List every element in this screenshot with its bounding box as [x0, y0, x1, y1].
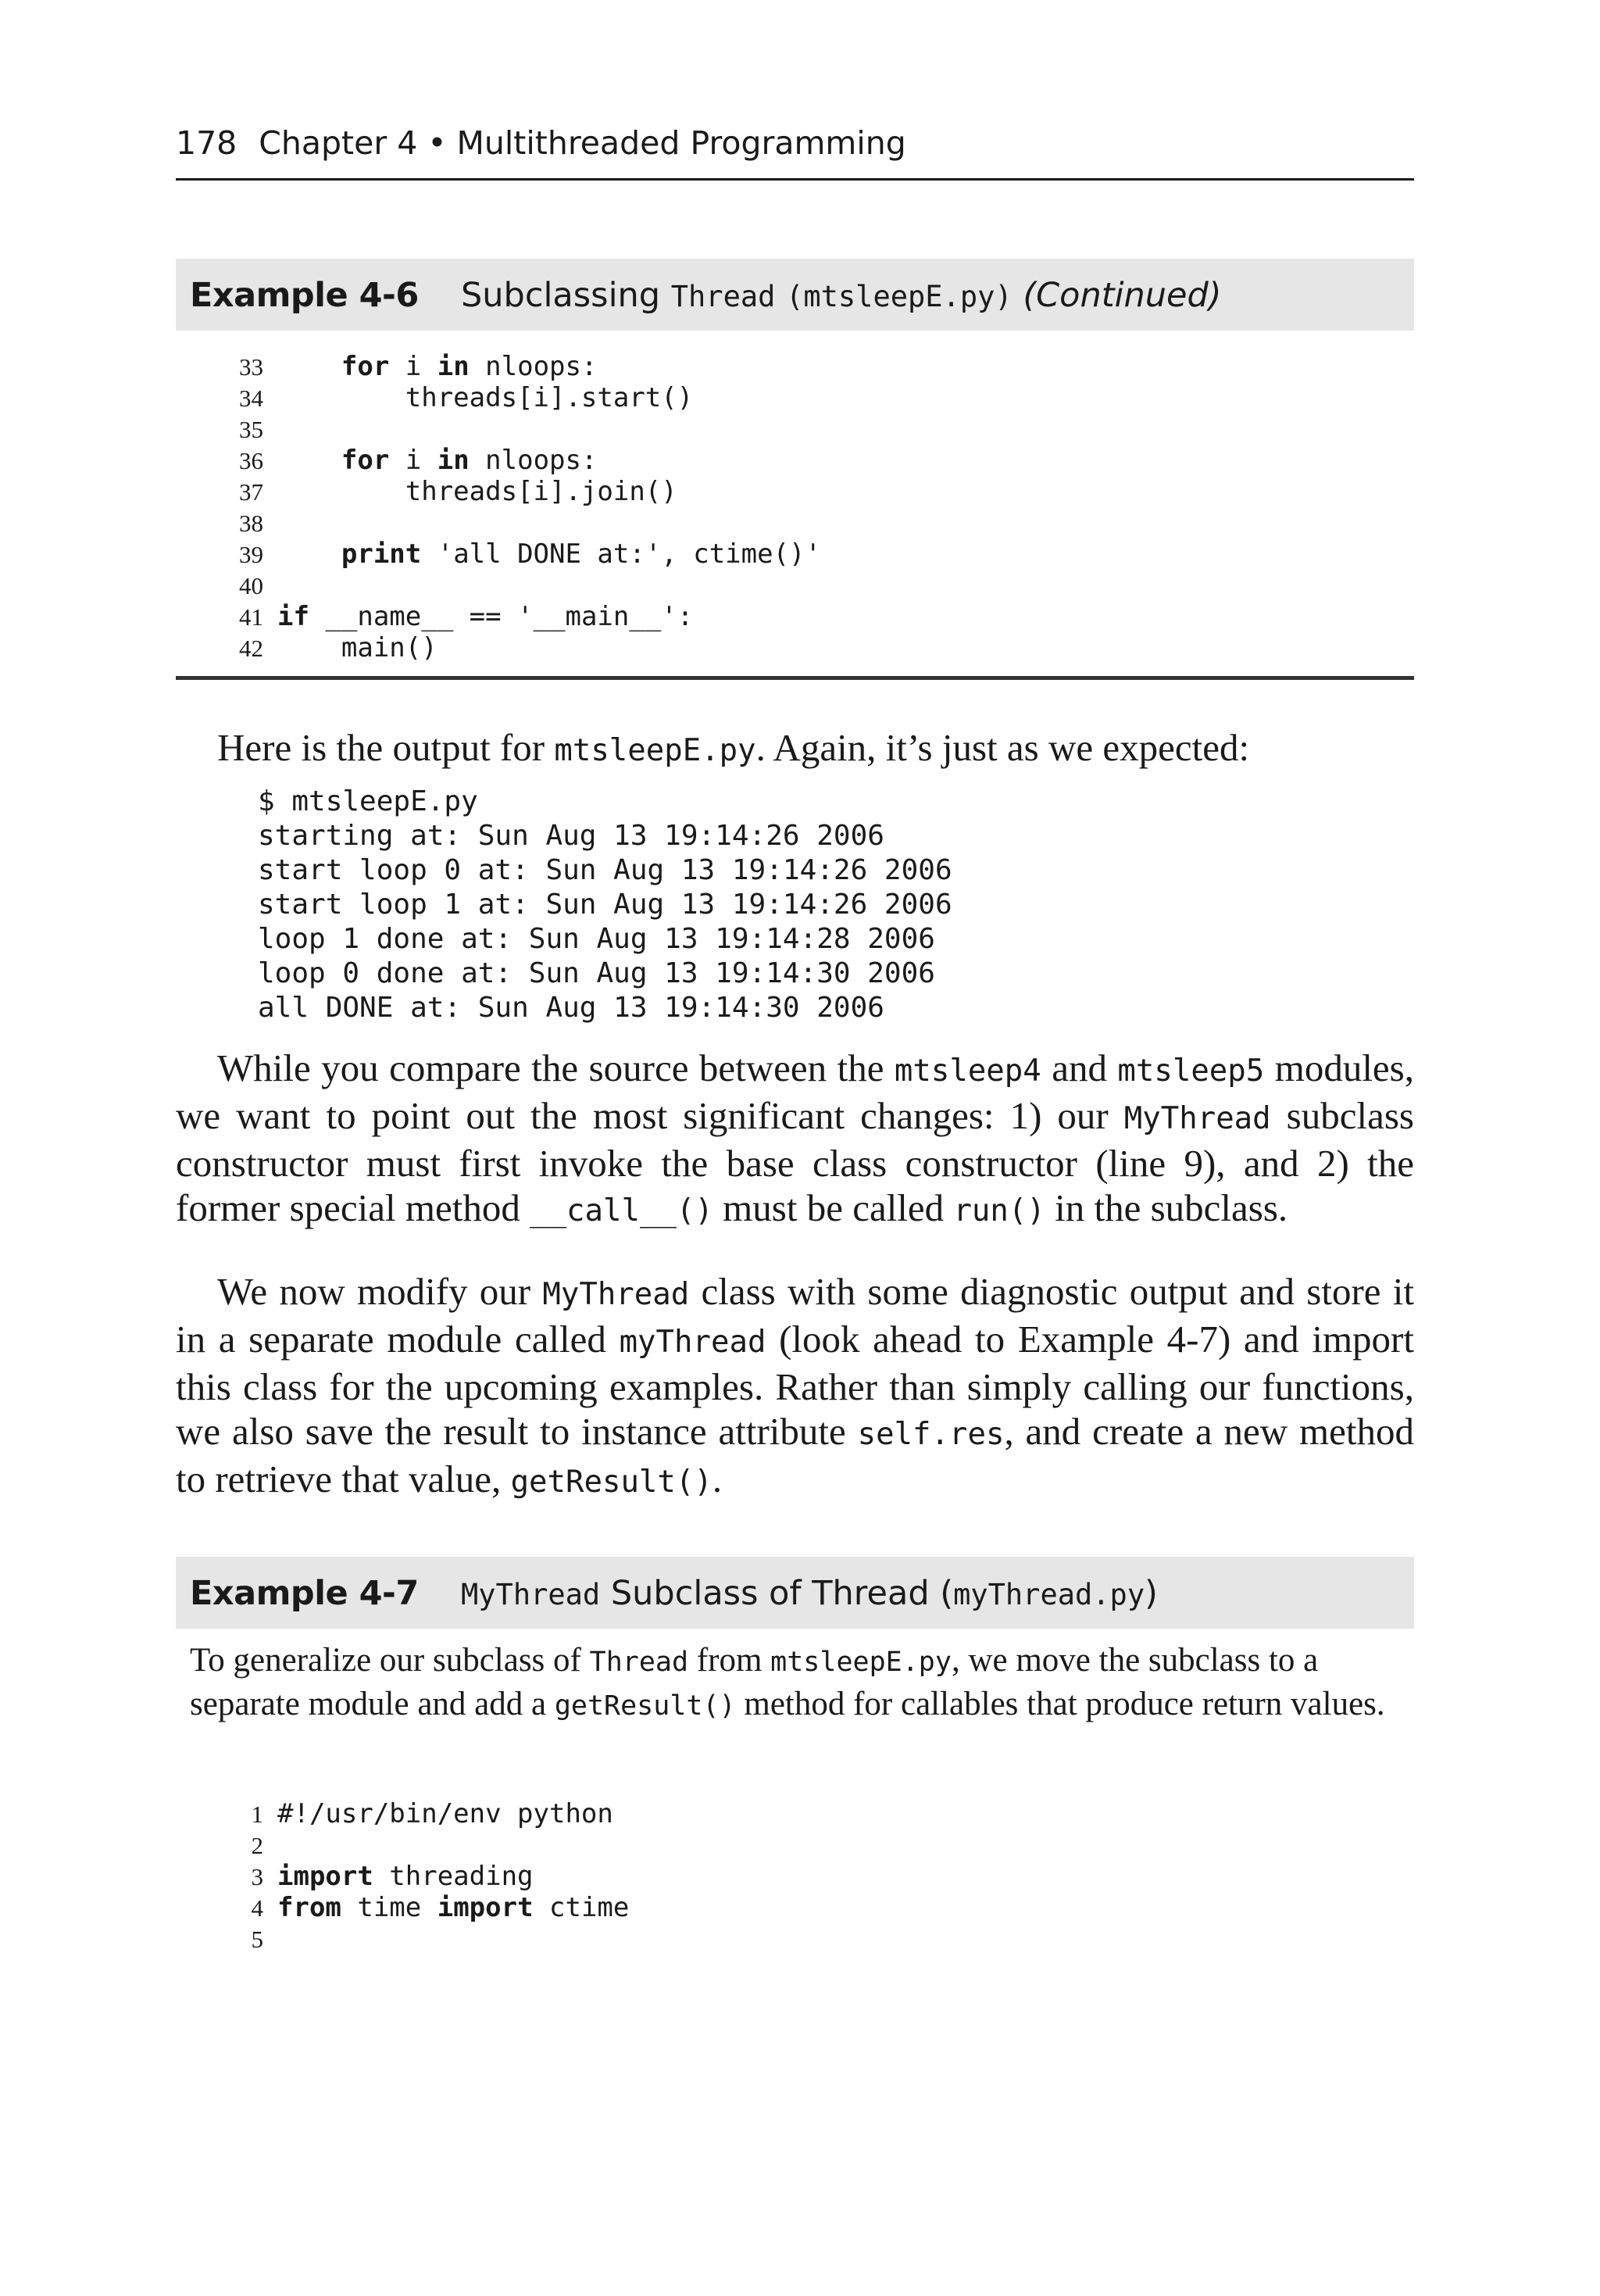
code-line	[176, 381, 1414, 413]
title-text: Subclassing	[461, 276, 671, 315]
inline-code: getResult()	[554, 1690, 736, 1722]
line-number: 2	[251, 1832, 263, 1859]
text: modules, we want to point out the most significant changes: 1) our	[176, 1046, 1414, 1137]
title-filename: myThread.py	[953, 1578, 1145, 1611]
code-line	[176, 444, 1414, 475]
code-token: threads[i].join()	[277, 476, 677, 507]
example-title	[461, 1574, 1158, 1613]
code-token	[277, 538, 341, 570]
text: To generalize our subclass of	[190, 1642, 590, 1679]
code-text	[277, 445, 597, 475]
line-number: 35	[239, 416, 263, 443]
line-number: 3	[251, 1863, 263, 1890]
text: , and create a new method to retrieve that value,	[176, 1410, 1414, 1500]
line-number: 36	[239, 447, 263, 474]
code-token: #!/usr/bin/env python	[277, 1798, 613, 1829]
line-number: 37	[239, 478, 263, 506]
code-line	[176, 1922, 1414, 1954]
text: and	[1041, 1046, 1118, 1089]
output-line: starting at: Sun Aug 13 19:14:26 2006	[258, 820, 884, 852]
code-token: threading	[373, 1861, 534, 1892]
code-token	[277, 445, 341, 476]
title-text: )	[1145, 1574, 1158, 1613]
text: (look ahead to Example 4-7) and import this class for the upcoming examples. Rather than simply calling our functions, we also save the result to instance attribute	[176, 1318, 1414, 1453]
inline-code: run()	[953, 1193, 1045, 1228]
line-number: 5	[251, 1926, 263, 1953]
code-token: time	[341, 1892, 438, 1923]
code-token: nloops:	[469, 351, 598, 382]
code-token: threads[i].start()	[277, 382, 694, 413]
paragraph-text	[176, 1269, 1414, 1504]
title-continued: (Continued)	[1023, 276, 1222, 315]
code-keyword: in	[437, 351, 470, 382]
code-line	[176, 569, 1414, 600]
inline-code: Thread	[589, 1647, 689, 1678]
text: . Again, it’s just as we expected:	[755, 726, 1250, 769]
inline-code: MyThread	[1123, 1101, 1271, 1136]
code-token: __name__ == '__main__':	[309, 601, 694, 632]
code-keyword: in	[437, 445, 470, 476]
code-line	[176, 413, 1414, 444]
text: subclass constructor must first invoke the base class constructor (line 9), and 2) the former special method	[176, 1094, 1414, 1229]
line-number: 34	[239, 384, 263, 412]
inline-code: mtsleepE.py	[770, 1647, 952, 1678]
code-keyword: from	[277, 1892, 341, 1923]
line-number: 33	[239, 353, 263, 381]
output-line: $ mtsleepE.py	[258, 785, 478, 817]
terminal-output	[258, 785, 952, 1025]
text: in the subclass.	[1045, 1186, 1288, 1229]
code-keyword: for	[341, 351, 390, 382]
code-token	[277, 351, 341, 382]
output-line: all DONE at: Sun Aug 13 19:14:30 2006	[258, 992, 884, 1024]
code-line	[176, 1829, 1414, 1860]
code-token: 'all DONE at:', ctime()'	[421, 538, 821, 570]
output-line: loop 0 done at: Sun Aug 13 19:14:30 2006	[258, 957, 935, 989]
code-keyword: import	[277, 1861, 373, 1892]
code-text	[277, 1861, 534, 1891]
example-number: Example 4-7	[190, 1574, 419, 1613]
inline-code: MyThread	[542, 1277, 690, 1312]
code-listing-rule	[176, 676, 1414, 680]
code-listing-4-7	[176, 1797, 1414, 1954]
code-keyword: if	[277, 601, 309, 632]
code-line	[176, 350, 1414, 381]
code-text	[277, 539, 821, 569]
code-token: main()	[277, 632, 438, 663]
text: from	[688, 1642, 771, 1679]
code-line	[176, 631, 1414, 663]
text: class with some diagnostic output and store it in a separate module called	[176, 1270, 1415, 1361]
running-header	[176, 123, 906, 163]
code-line	[176, 1860, 1414, 1891]
text: must be called	[712, 1186, 954, 1229]
code-keyword: print	[341, 538, 422, 570]
line-number: 40	[239, 572, 263, 599]
example-4-7-title-bar	[176, 1557, 1414, 1629]
line-number: 39	[239, 541, 263, 568]
code-text	[277, 602, 693, 631]
code-line	[176, 1797, 1414, 1829]
example-4-7-intro	[190, 1640, 1409, 1727]
output-intro-paragraph	[176, 725, 1414, 773]
line-number: 4	[251, 1894, 263, 1922]
line-number: 41	[239, 603, 263, 631]
inline-code: mtsleep5	[1117, 1053, 1265, 1089]
code-line	[176, 506, 1414, 538]
code-text	[277, 1799, 613, 1829]
page-number: 178	[176, 124, 238, 162]
text: .	[712, 1457, 723, 1500]
line-number: 1	[251, 1801, 263, 1828]
code-line	[176, 1891, 1414, 1922]
line-number: 42	[239, 635, 263, 662]
inline-code: self.res	[857, 1417, 1005, 1452]
text: While you compare the source between the	[217, 1046, 895, 1089]
inline-code: getResult()	[510, 1465, 712, 1500]
code-token: i	[389, 445, 438, 476]
output-line: loop 1 done at: Sun Aug 13 19:14:28 2006	[258, 923, 935, 955]
paragraph-text	[176, 1046, 1414, 1233]
code-line	[176, 538, 1414, 569]
code-text	[277, 477, 677, 506]
example-number: Example 4-6	[190, 276, 419, 315]
code-listing-4-6	[176, 350, 1414, 663]
title-code: Thread	[670, 280, 776, 313]
inline-code: myThread	[619, 1325, 766, 1360]
code-token: ctime	[533, 1892, 630, 1923]
code-keyword: for	[341, 445, 390, 476]
inline-code: __call__()	[530, 1193, 713, 1228]
modify-paragraph	[176, 1269, 1414, 1504]
example-title	[461, 276, 1222, 315]
code-text	[277, 633, 438, 663]
text: Here is the output for	[217, 726, 555, 769]
output-line: start loop 0 at: Sun Aug 13 19:14:26 2006	[258, 854, 952, 886]
code-text	[277, 383, 693, 413]
code-token: i	[389, 351, 438, 382]
text: method for callables that produce return values.	[735, 1686, 1385, 1722]
code-line	[176, 475, 1414, 506]
code-text	[277, 1893, 629, 1922]
code-keyword: import	[437, 1892, 534, 1923]
text: We now modify our	[217, 1270, 543, 1313]
code-text	[277, 352, 597, 381]
inline-code: mtsleepE.py	[554, 733, 756, 768]
line-number: 38	[239, 510, 263, 537]
text: , we move the subclass to a separate module and add a	[190, 1642, 1319, 1722]
code-line	[176, 600, 1414, 631]
code-token: nloops:	[469, 445, 598, 476]
header-rule	[176, 178, 1414, 181]
title-filename: (mtsleepE.py)	[786, 280, 1012, 313]
example-4-6-title-bar	[176, 259, 1414, 331]
title-code: MyThread	[461, 1578, 601, 1611]
output-line: start loop 1 at: Sun Aug 13 19:14:26 2006	[258, 889, 952, 921]
title-text: Subclass of Thread (	[600, 1574, 954, 1613]
inline-code: mtsleep4	[894, 1053, 1041, 1089]
chapter-title: Chapter 4 • Multithreaded Programming	[259, 124, 906, 162]
compare-paragraph	[176, 1046, 1414, 1233]
